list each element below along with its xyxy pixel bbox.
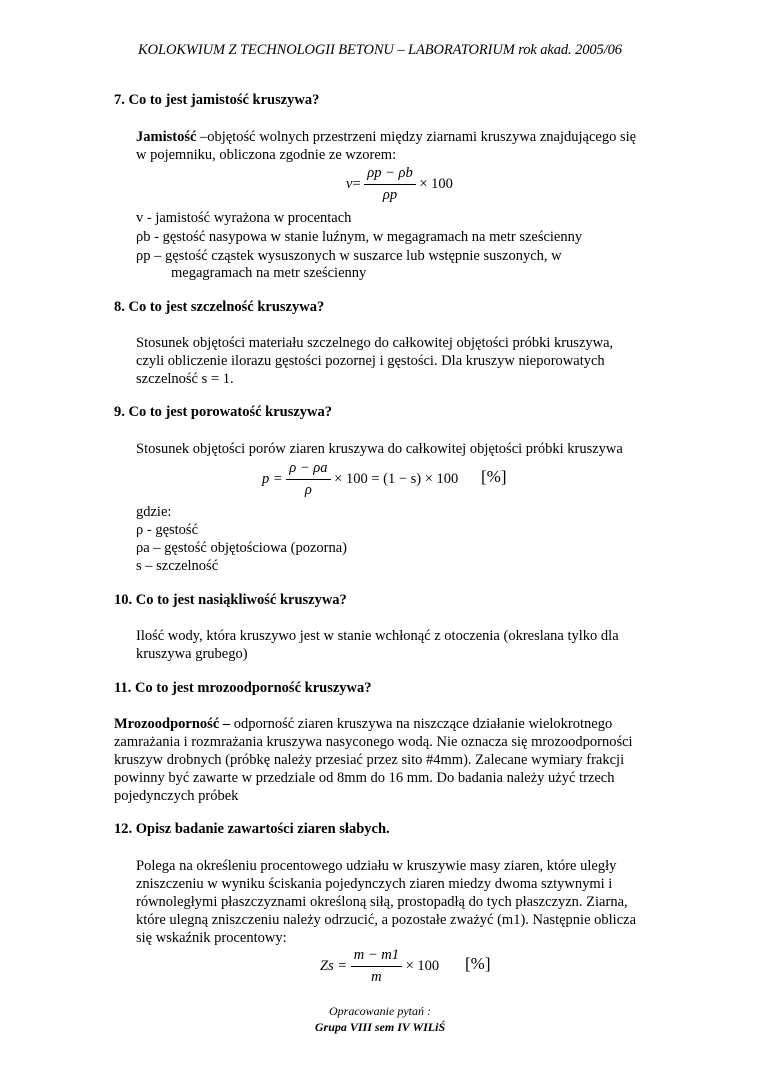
q7-formula-denominator: ρp: [382, 187, 398, 203]
question-7: 7. Co to jest jamistość kruszywa?: [114, 92, 320, 108]
q9-formula: [262, 460, 458, 499]
q12-line-2: zniszczeniu w wyniku ściskania pojedynczych ziaren miedzy dwoma sztywnymi i: [136, 876, 613, 892]
q11-line-2: zamrażania i rozmrażania kruszywa nasyconego wodą. Nie oznacza się mrozoodporności: [114, 734, 633, 750]
q7-formula-mult: × 100: [419, 175, 453, 192]
q7-line1: [136, 128, 636, 146]
q12-line-4: które ulegną zniszczeniu należy odrzucić, a pozostałe zważyć (m1). Następnie oblicza: [136, 912, 637, 928]
q9-def-3: s – szczelność: [136, 558, 219, 574]
q11-line-4: powinny być zawarte w przedziale od 8mm do 16 mm. Do badania należy użyć trzech: [114, 770, 615, 786]
q8-line-3: szczelność s = 1.: [136, 371, 234, 387]
q7-line2: w pojemniku, obliczona zgodnie ze wzorem:: [136, 147, 397, 163]
q12-line-1: Polega na określeniu procentowego udziału w kruszywie masy ziaren, które uległy: [136, 858, 617, 874]
q9-formula-rest: × 100 = (1 − s) × 100: [334, 470, 459, 487]
q12-formula: [320, 947, 439, 986]
q9-formula-lhs: p =: [262, 470, 283, 487]
q12-formula-fraction: [351, 947, 402, 986]
q12-formula-numerator: m − m1: [351, 947, 402, 967]
q12-formula-unit: [%]: [465, 954, 491, 973]
q8-line-1: Stosunek objętości materiału szczelnego do całkowitej objętości próbki kruszywa,: [136, 335, 614, 351]
q11-line-1: [114, 715, 612, 733]
q12-formula-mult: × 100: [405, 957, 440, 974]
q7-formula-numerator: ρp − ρb: [364, 165, 415, 185]
q12-formula-lhs: Zs =: [320, 957, 348, 974]
q11-term: Mrozoodporność –: [114, 716, 231, 732]
q12-line-3: równoległymi płaszczyznami określoną siłą, prostopadłą do tych płaszczyzn. Ziarna,: [136, 894, 628, 910]
question-11: 11. Co to jest mrozoodporność kruszywa?: [114, 680, 372, 696]
q9-formula-denominator: ρ: [304, 482, 312, 498]
page-footer: [0, 1003, 760, 1035]
q10-line-2: kruszywa grubego): [136, 646, 248, 662]
q9-def-2: ρa – gęstość objętościowa (pozorna): [136, 540, 347, 556]
q7-def-3: ρp – gęstość cząstek wysuszonych w suszarce lub wstępnie suszonych, w: [136, 248, 562, 264]
q9-gdzie: gdzie:: [136, 504, 172, 520]
q11-line-5: pojedynczych próbek: [114, 788, 239, 804]
q7-formula-fraction: [364, 165, 415, 204]
q9-formula-unit: [%]: [481, 467, 507, 486]
q8-line-2: czyli obliczenie ilorazu gęstości pozornej i gęstości. Dla kruszyw nieporowatych: [136, 353, 605, 369]
q7-line1-text: –objętość wolnych przestrzeni między ziarnami kruszywa znajdującego się: [196, 129, 637, 145]
footer-line-1: Opracowanie pytań :: [329, 1004, 431, 1018]
q9-formula-fraction: [286, 460, 330, 499]
q9-def-1: ρ - gęstość: [136, 522, 199, 538]
q7-def-2: ρb - gęstość nasypowa w stanie luźnym, w megagramach na metr sześcienny: [136, 229, 583, 245]
q9-line-1: Stosunek objętości porów ziaren kruszywa do całkowitej objętości próbki kruszywa: [136, 441, 623, 457]
question-8: 8. Co to jest szczelność kruszywa?: [114, 299, 325, 315]
q12-line-5: się wskaźnik procentowy:: [136, 930, 287, 946]
q7-formula-eq: =: [352, 175, 361, 192]
q12-formula-denominator: m: [371, 969, 382, 985]
footer-line-2: Grupa VIII sem IV WILiŚ: [314, 1020, 446, 1034]
q11-line-1-text: odporność ziaren kruszywa na niszczące działanie wielokrotnego: [230, 716, 613, 732]
q11-line-3: kruszyw drobnych (próbkę należy przesiać przez sito #4mm). Zalecane wymiary frakcji: [114, 752, 625, 768]
page-header: KOLOKWIUM Z TECHNOLOGII BETONU – LABORATORIUM rok akad. 2005/06: [138, 42, 622, 58]
q7-def-1: v - jamistość wyrażona w procentach: [136, 210, 352, 226]
q9-formula-numerator: ρ − ρa: [286, 460, 330, 480]
question-9: 9. Co to jest porowatość kruszywa?: [114, 404, 333, 420]
q7-formula-lhs: v: [346, 175, 353, 192]
q7-formula: [346, 165, 453, 204]
question-12: 12. Opisz badanie zawartości ziaren słabych.: [114, 821, 390, 837]
question-10: 10. Co to jest nasiąkliwość kruszywa?: [114, 592, 347, 608]
q7-def-3-cont: megagramach na metr sześcienny: [171, 265, 367, 281]
q10-line-1: Ilość wody, która kruszywo jest w stanie wchłonąć z otoczenia (okreslana tylko dla: [136, 628, 619, 644]
q7-term: Jamistość: [136, 129, 197, 145]
